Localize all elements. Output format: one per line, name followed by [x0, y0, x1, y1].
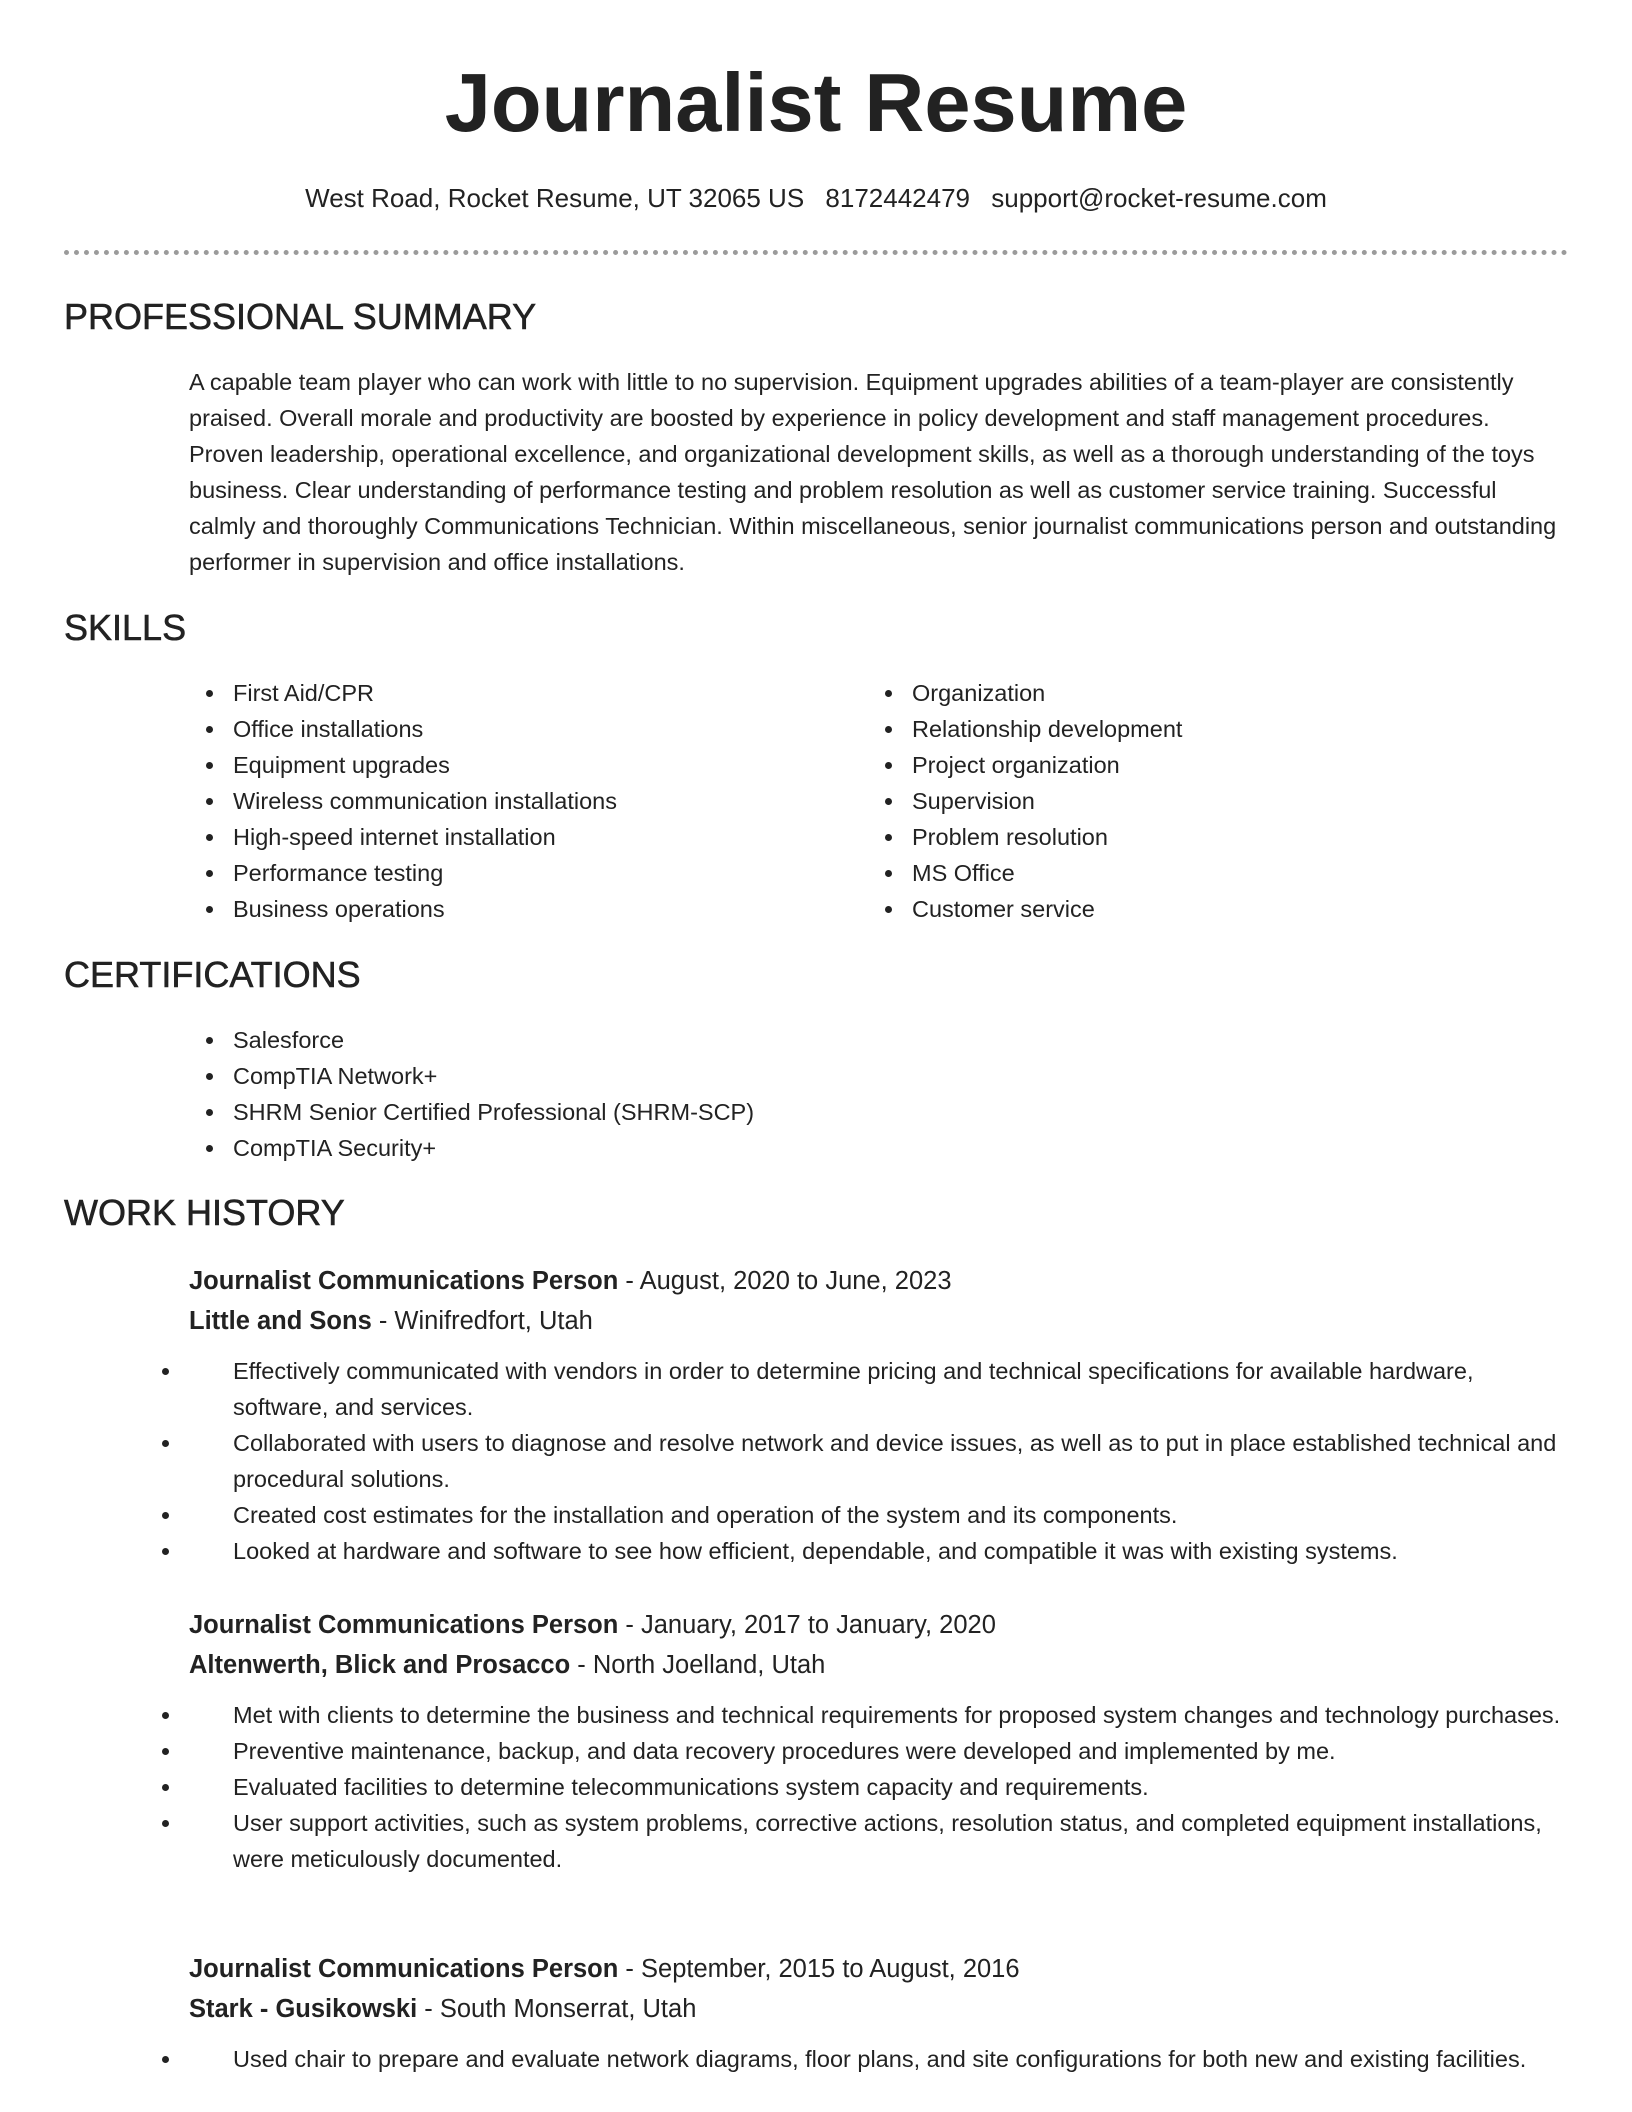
skill-item: Project organization [868, 747, 1528, 783]
certification-item: Salesforce [189, 1022, 1089, 1058]
certification-item: CompTIA Network+ [189, 1058, 1089, 1094]
skills-list-right [868, 675, 1528, 927]
summary-text-block [189, 364, 1569, 580]
skills-list-left [189, 675, 849, 927]
job-entry [189, 1261, 1569, 1569]
job-title-line [189, 1949, 1569, 1989]
certifications-heading: CERTIFICATIONS [64, 954, 361, 995]
certification-item: CompTIA Security+ [189, 1130, 1089, 1166]
job-dates: - January, 2017 to January, 2020 [618, 1611, 996, 1639]
skill-item: First Aid/CPR [189, 675, 849, 711]
contact-line [0, 182, 1632, 214]
skill-item: MS Office [868, 855, 1528, 891]
header-divider [64, 250, 1568, 255]
contact-address: West Road, Rocket Resume, UT 32065 US [305, 183, 805, 213]
skill-item: Customer service [868, 891, 1528, 927]
skill-item: Problem resolution [868, 819, 1528, 855]
skill-item: Relationship development [868, 711, 1528, 747]
job-bullet: Evaluated facilities to determine telecommunications system capacity and requirements. [145, 1769, 1569, 1805]
resume-title: Journalist Resume [444, 56, 1188, 149]
job-title: Journalist Communications Person [189, 1955, 619, 1983]
summary-text: A capable team player who can work with little to no supervision. Equipment upgrades abilities of a team-player are consistently praised. Overall morale and productivity are boosted by experience in policy development and staff management procedures. Proven leadership, operational excellence, and organizational development skills, as well as a thorough understanding of the toys business. Clear understanding of performance testing and problem resolution as well as customer service training. Successful calmly and thoroughly Communications Technician. Within miscellaneous, senior journalist communications person and outstanding performer in supervision and office installations. [189, 369, 1557, 575]
job-dates: - August, 2020 to June, 2023 [618, 1267, 952, 1295]
job-entry [189, 1605, 1569, 1877]
job-company: Little and Sons [189, 1307, 372, 1335]
job-bullet: Collaborated with users to diagnose and resolve network and device issues, as well as to put in place established technical and procedural solutions. [145, 1425, 1569, 1497]
skill-item: Performance testing [189, 855, 849, 891]
contact-email[interactable]: support@rocket-resume.com [991, 183, 1327, 213]
job-location: - North Joelland, Utah [570, 1651, 826, 1679]
job-bullet: Met with clients to determine the business and technical requirements for proposed system changes and technology purchases. [145, 1697, 1569, 1733]
job-bullet: Created cost estimates for the installation and operation of the system and its components. [145, 1497, 1569, 1533]
job-title: Journalist Communications Person [189, 1267, 619, 1295]
certification-item: SHRM Senior Certified Professional (SHRM-SCP) [189, 1094, 1089, 1130]
job-company: Altenwerth, Blick and Prosacco [189, 1651, 571, 1679]
job-bullet: Preventive maintenance, backup, and data recovery procedures were developed and implemented by me. [145, 1733, 1569, 1769]
skill-item: Business operations [189, 891, 849, 927]
contact-phone[interactable]: 8172442479 [825, 183, 971, 213]
job-company-line [189, 1301, 1569, 1341]
job-dates: - September, 2015 to August, 2016 [618, 1955, 1020, 1983]
job-bullet: Effectively communicated with vendors in order to determine pricing and technical specifications for available hardware, software, and services. [145, 1353, 1569, 1425]
certifications-list [189, 1022, 1089, 1166]
skill-item: Organization [868, 675, 1528, 711]
work-history-heading: WORK HISTORY [64, 1192, 345, 1233]
skill-item: Supervision [868, 783, 1528, 819]
job-entry [189, 1949, 1569, 2077]
job-bullet: Used chair to prepare and evaluate network diagrams, floor plans, and site configurations for both new and existing facilities. [145, 2041, 1569, 2077]
job-bullets [145, 1697, 1569, 1877]
summary-heading: PROFESSIONAL SUMMARY [64, 296, 537, 337]
skill-item: Wireless communication installations [189, 783, 849, 819]
skill-item: High-speed internet installation [189, 819, 849, 855]
job-title-line [189, 1605, 1569, 1645]
job-location: - South Monserrat, Utah [417, 1995, 697, 2023]
job-bullet: Looked at hardware and software to see how efficient, dependable, and compatible it was with existing systems. [145, 1533, 1569, 1569]
job-bullet: User support activities, such as system problems, corrective actions, resolution status, and completed equipment installations, were meticulously documented. [145, 1805, 1569, 1877]
job-bullets [145, 2041, 1569, 2077]
skills-heading: SKILLS [64, 607, 187, 648]
skill-item: Office installations [189, 711, 849, 747]
job-title-line [189, 1261, 1569, 1301]
job-bullets [145, 1353, 1569, 1569]
job-location: - Winifredfort, Utah [371, 1307, 593, 1335]
job-company: Stark - Gusikowski [189, 1995, 418, 2023]
job-title: Journalist Communications Person [189, 1611, 619, 1639]
skill-item: Equipment upgrades [189, 747, 849, 783]
job-company-line [189, 1989, 1569, 2029]
job-company-line [189, 1645, 1569, 1685]
